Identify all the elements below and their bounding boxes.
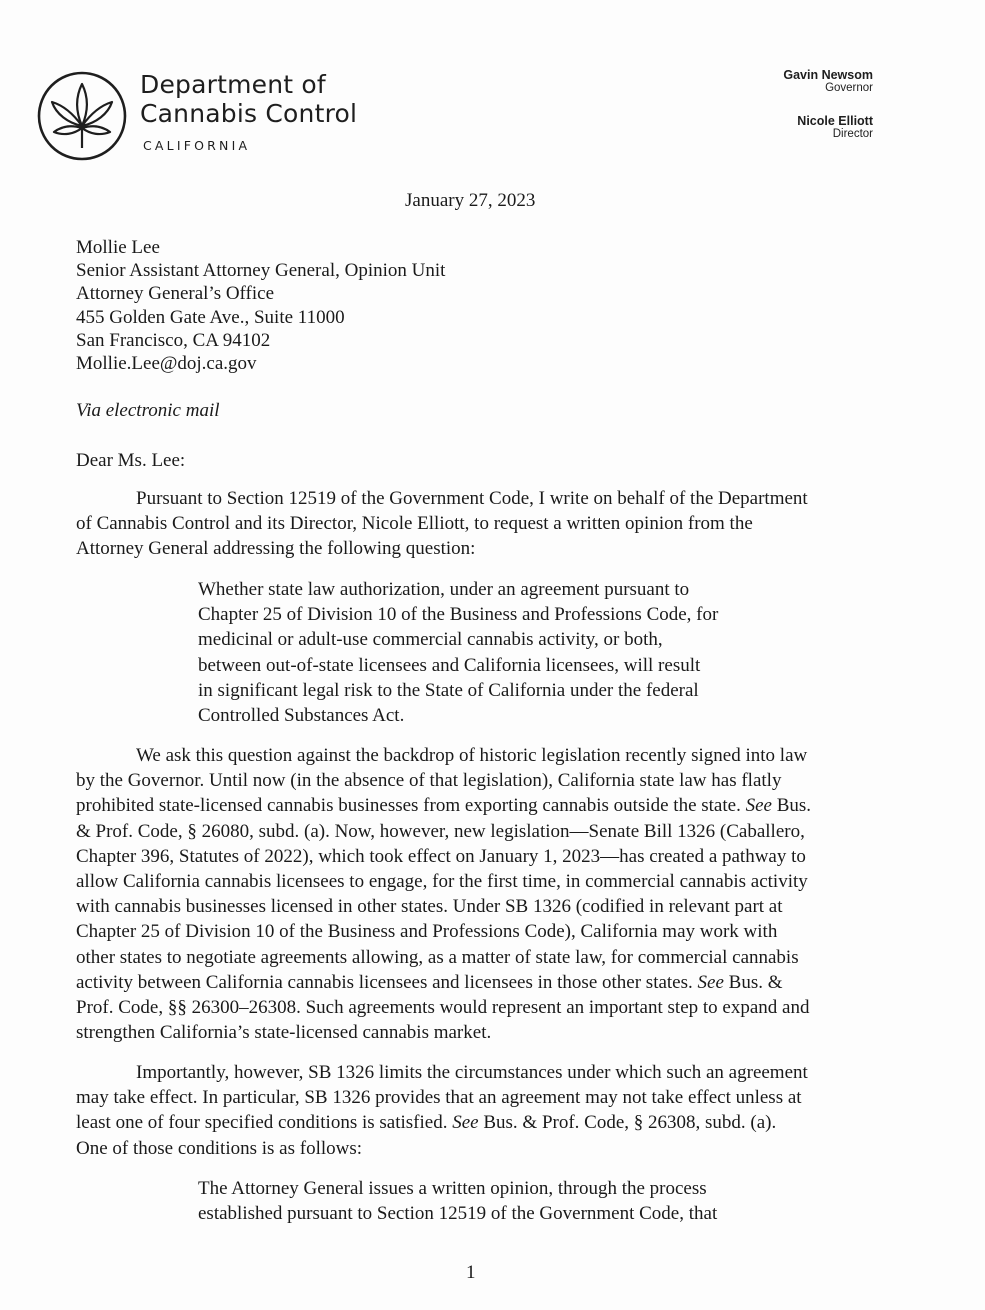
paragraph-3 [76, 1060, 876, 1161]
paragraph-2 [76, 743, 876, 1045]
org-state: CALIFORNIA [143, 138, 251, 153]
org-name-line2: Cannabis Control [140, 99, 358, 128]
text-segment: Bus. & Prof. Code, § 26308, subd. (a). [478, 1112, 777, 1134]
citation-signal: See [745, 795, 772, 817]
recipient-address [76, 236, 445, 375]
text-line: strengthen California’s state-licensed cannabis market. [76, 1022, 492, 1044]
text-segment: prohibited state-licensed cannabis businesses from exporting cannabis outside the state. [76, 795, 746, 817]
text-line: may take effect. In particular, SB 1326 provides that an agreement may not take effect unless at [76, 1087, 802, 1109]
director-name: Nicole Elliott [797, 114, 873, 128]
text-line: Chapter 25 of Division 10 of the Business and Professions Code, for [198, 604, 719, 626]
text-line: Chapter 396, Statutes of 2022), which took effect on January 1, 2023—has created a pathway to [76, 845, 806, 867]
text-segment: least one of four specified conditions is satisfied. [76, 1112, 453, 1134]
text-line: medicinal or adult-use commercial cannabis activity, or both, [198, 629, 663, 651]
text-segment: activity between California cannabis licensees and licensees in those other states. [76, 971, 698, 993]
governor-name: Gavin Newsom [783, 68, 873, 82]
paragraph-1 [76, 486, 876, 562]
address-line: Mollie Lee [76, 237, 160, 258]
address-line: 455 Golden Gate Ave., Suite 11000 [76, 306, 345, 328]
text-line: Pursuant to Section 12519 of the Government Code, I write on behalf of the Department [136, 488, 808, 509]
address-line: San Francisco, CA 94102 [76, 329, 271, 351]
address-line: Senior Assistant Attorney General, Opinion Unit [76, 260, 446, 282]
text-line: other states to negotiate agreements allowing, as a matter of state law, for commercial cannabis [76, 946, 799, 968]
text-line: Attorney General addressing the following question: [76, 538, 476, 560]
text-line: Controlled Substances Act. [198, 705, 405, 727]
text-line: between out-of-state licensees and California licensees, will result [198, 654, 701, 676]
text-line: The Attorney General issues a written opinion, through the process [198, 1178, 707, 1199]
org-name-line1: Department of [140, 70, 326, 99]
text-line [76, 970, 876, 995]
recipient-email: Mollie.Lee@doj.ca.gov [76, 353, 257, 375]
text-segment: Bus. & [723, 971, 783, 993]
text-line: by the Governor. Until now (in the absence of that legislation), California state law has flatly [76, 770, 782, 792]
block-quote-1 [198, 577, 758, 728]
text-line: in significant legal risk to the State of California under the federal [198, 679, 699, 701]
citation-signal: See [452, 1112, 479, 1134]
text-line [76, 793, 876, 818]
salutation: Dear Ms. Lee: [76, 450, 186, 471]
page-number: 1 [466, 1262, 476, 1283]
text-line: Chapter 25 of Division 10 of the Business and Professions Code), California may work with [76, 921, 778, 943]
text-line: Prof. Code, §§ 26300–26308. Such agreements would represent an important step to expand and [76, 997, 810, 1019]
text-line: allow California cannabis licensees to engage, for the first time, in commercial cannabis activity [76, 871, 808, 893]
text-segment: Bus. [771, 795, 812, 817]
organization-name [140, 70, 357, 128]
governor-title: Governor [825, 82, 873, 94]
block-quote-2 [198, 1176, 758, 1226]
cannabis-leaf-logo-icon [36, 70, 128, 162]
address-line: Attorney General’s Office [76, 283, 275, 305]
text-line: with cannabis businesses licensed in other states. Under SB 1326 (codified in relevant part at [76, 896, 783, 918]
text-line: We ask this question against the backdrop of historic legislation recently signed into law [136, 745, 808, 766]
text-line: One of those conditions is as follows: [76, 1137, 363, 1159]
governor-block [783, 68, 873, 95]
letter-date: January 27, 2023 [405, 190, 536, 211]
director-block [797, 114, 873, 141]
text-line [76, 1110, 876, 1135]
director-title: Director [832, 128, 873, 140]
citation-signal: See [697, 971, 724, 993]
text-line: established pursuant to Section 12519 of the Government Code, that [198, 1203, 718, 1225]
text-line: of Cannabis Control and its Director, Nicole Elliott, to request a written opinion from the [76, 513, 753, 535]
text-line: Importantly, however, SB 1326 limits the circumstances under which such an agreement [136, 1062, 808, 1083]
delivery-method: Via electronic mail [76, 400, 220, 421]
text-line: Whether state law authorization, under an agreement pursuant to [198, 579, 690, 600]
text-line: & Prof. Code, § 26080, subd. (a). Now, however, new legislation—Senate Bill 1326 (Caballero, [76, 820, 805, 842]
